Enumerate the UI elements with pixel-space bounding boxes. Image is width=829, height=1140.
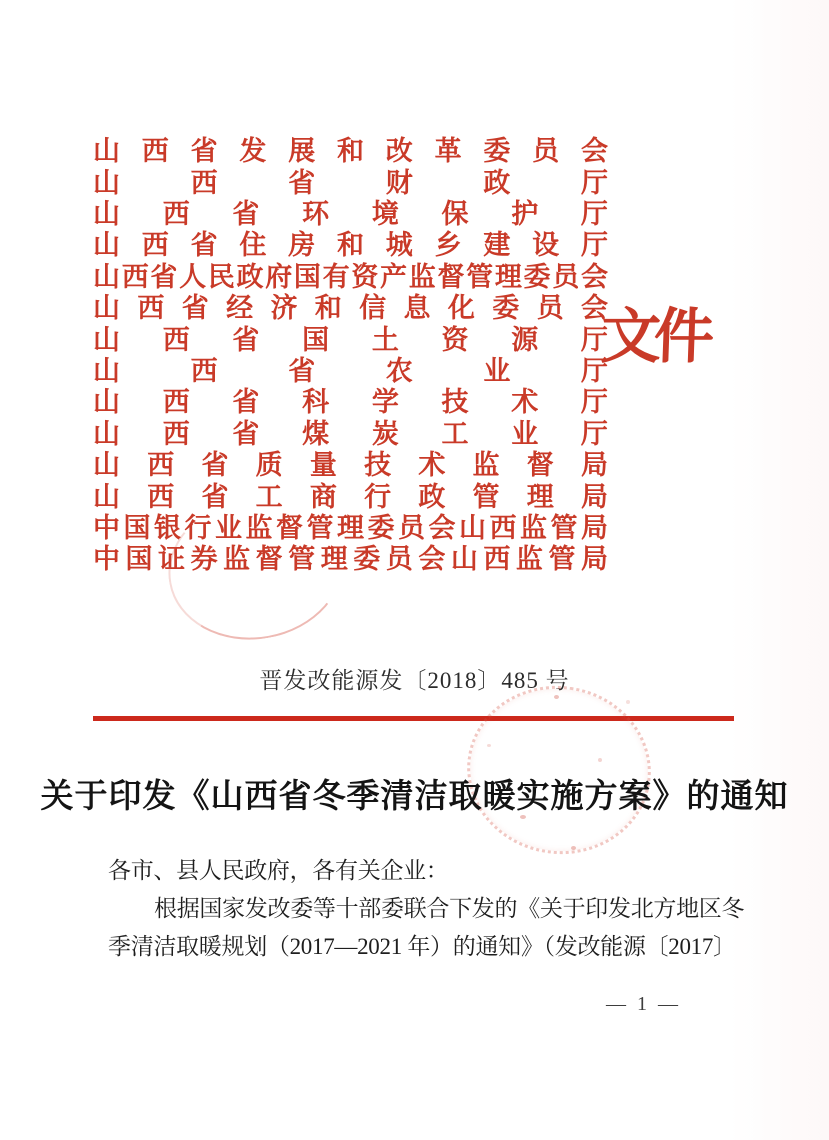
agency-line: 山 西 省 科 学 技 术 厅	[93, 387, 608, 418]
doc-title: 关于印发《山西省冬季清洁取暖实施方案》的通知	[40, 779, 789, 815]
agency-line: 中 国 银 行 业 监 督 管 理 委 员 会 山 西 监 管 局	[93, 512, 608, 543]
stamp-speck	[626, 700, 630, 704]
agency-line: 山 西 省 农 业 厅	[93, 355, 608, 386]
agency-line: 山 西 省 国 土 资 源 厅	[93, 324, 608, 355]
body-line: 根据国家发改委等十部委联合下发的《关于印发北方地区冬	[154, 896, 745, 921]
stamp-speck	[554, 695, 559, 699]
agency-letterhead	[93, 133, 608, 575]
doc-number: 晋发改能源发〔2018〕485 号	[259, 668, 570, 693]
body-line: 季清洁取暖规划（2017—2021 年）的通知》（发改能源〔2017〕	[108, 934, 736, 959]
body-text	[108, 852, 748, 966]
agency-line: 山 西 省 经 济 和 信 息 化 委 员 会	[93, 293, 608, 324]
agency-line: 山 西 省 质 量 技 术 监 督 局	[93, 450, 608, 481]
agency-line: 山 西 省 煤 炭 工 业 厅	[93, 418, 608, 449]
page-number: — 1 —	[606, 993, 681, 1015]
agency-line: 山 西 省 环 境 保 护 厅	[93, 198, 608, 229]
stamp-speck	[487, 744, 491, 747]
agency-line: 山 西 省 发 展 和 改 革 委 员 会	[93, 136, 608, 167]
doc-type-label: 文件	[599, 304, 709, 370]
agency-line: 山 西 省 人 民 政 府 国 有 资 产 监 督 管 理 委 员 会	[93, 261, 608, 292]
stamp-speck	[598, 758, 602, 762]
salutation-line: 各市、县人民政府，各有关企业：	[108, 858, 449, 883]
red-divider-line	[93, 716, 734, 721]
agency-line: 山 西 省 工 商 行 政 管 理 局	[93, 481, 608, 512]
agency-line: 中 国 证 券 监 督 管 理 委 员 会 山 西 监 管 局	[93, 544, 608, 575]
agency-line: 山 西 省 住 房 和 城 乡 建 设 厅	[93, 230, 608, 261]
agency-line: 山 西 省 财 政 厅	[93, 167, 608, 198]
stamp-speck	[571, 846, 576, 850]
